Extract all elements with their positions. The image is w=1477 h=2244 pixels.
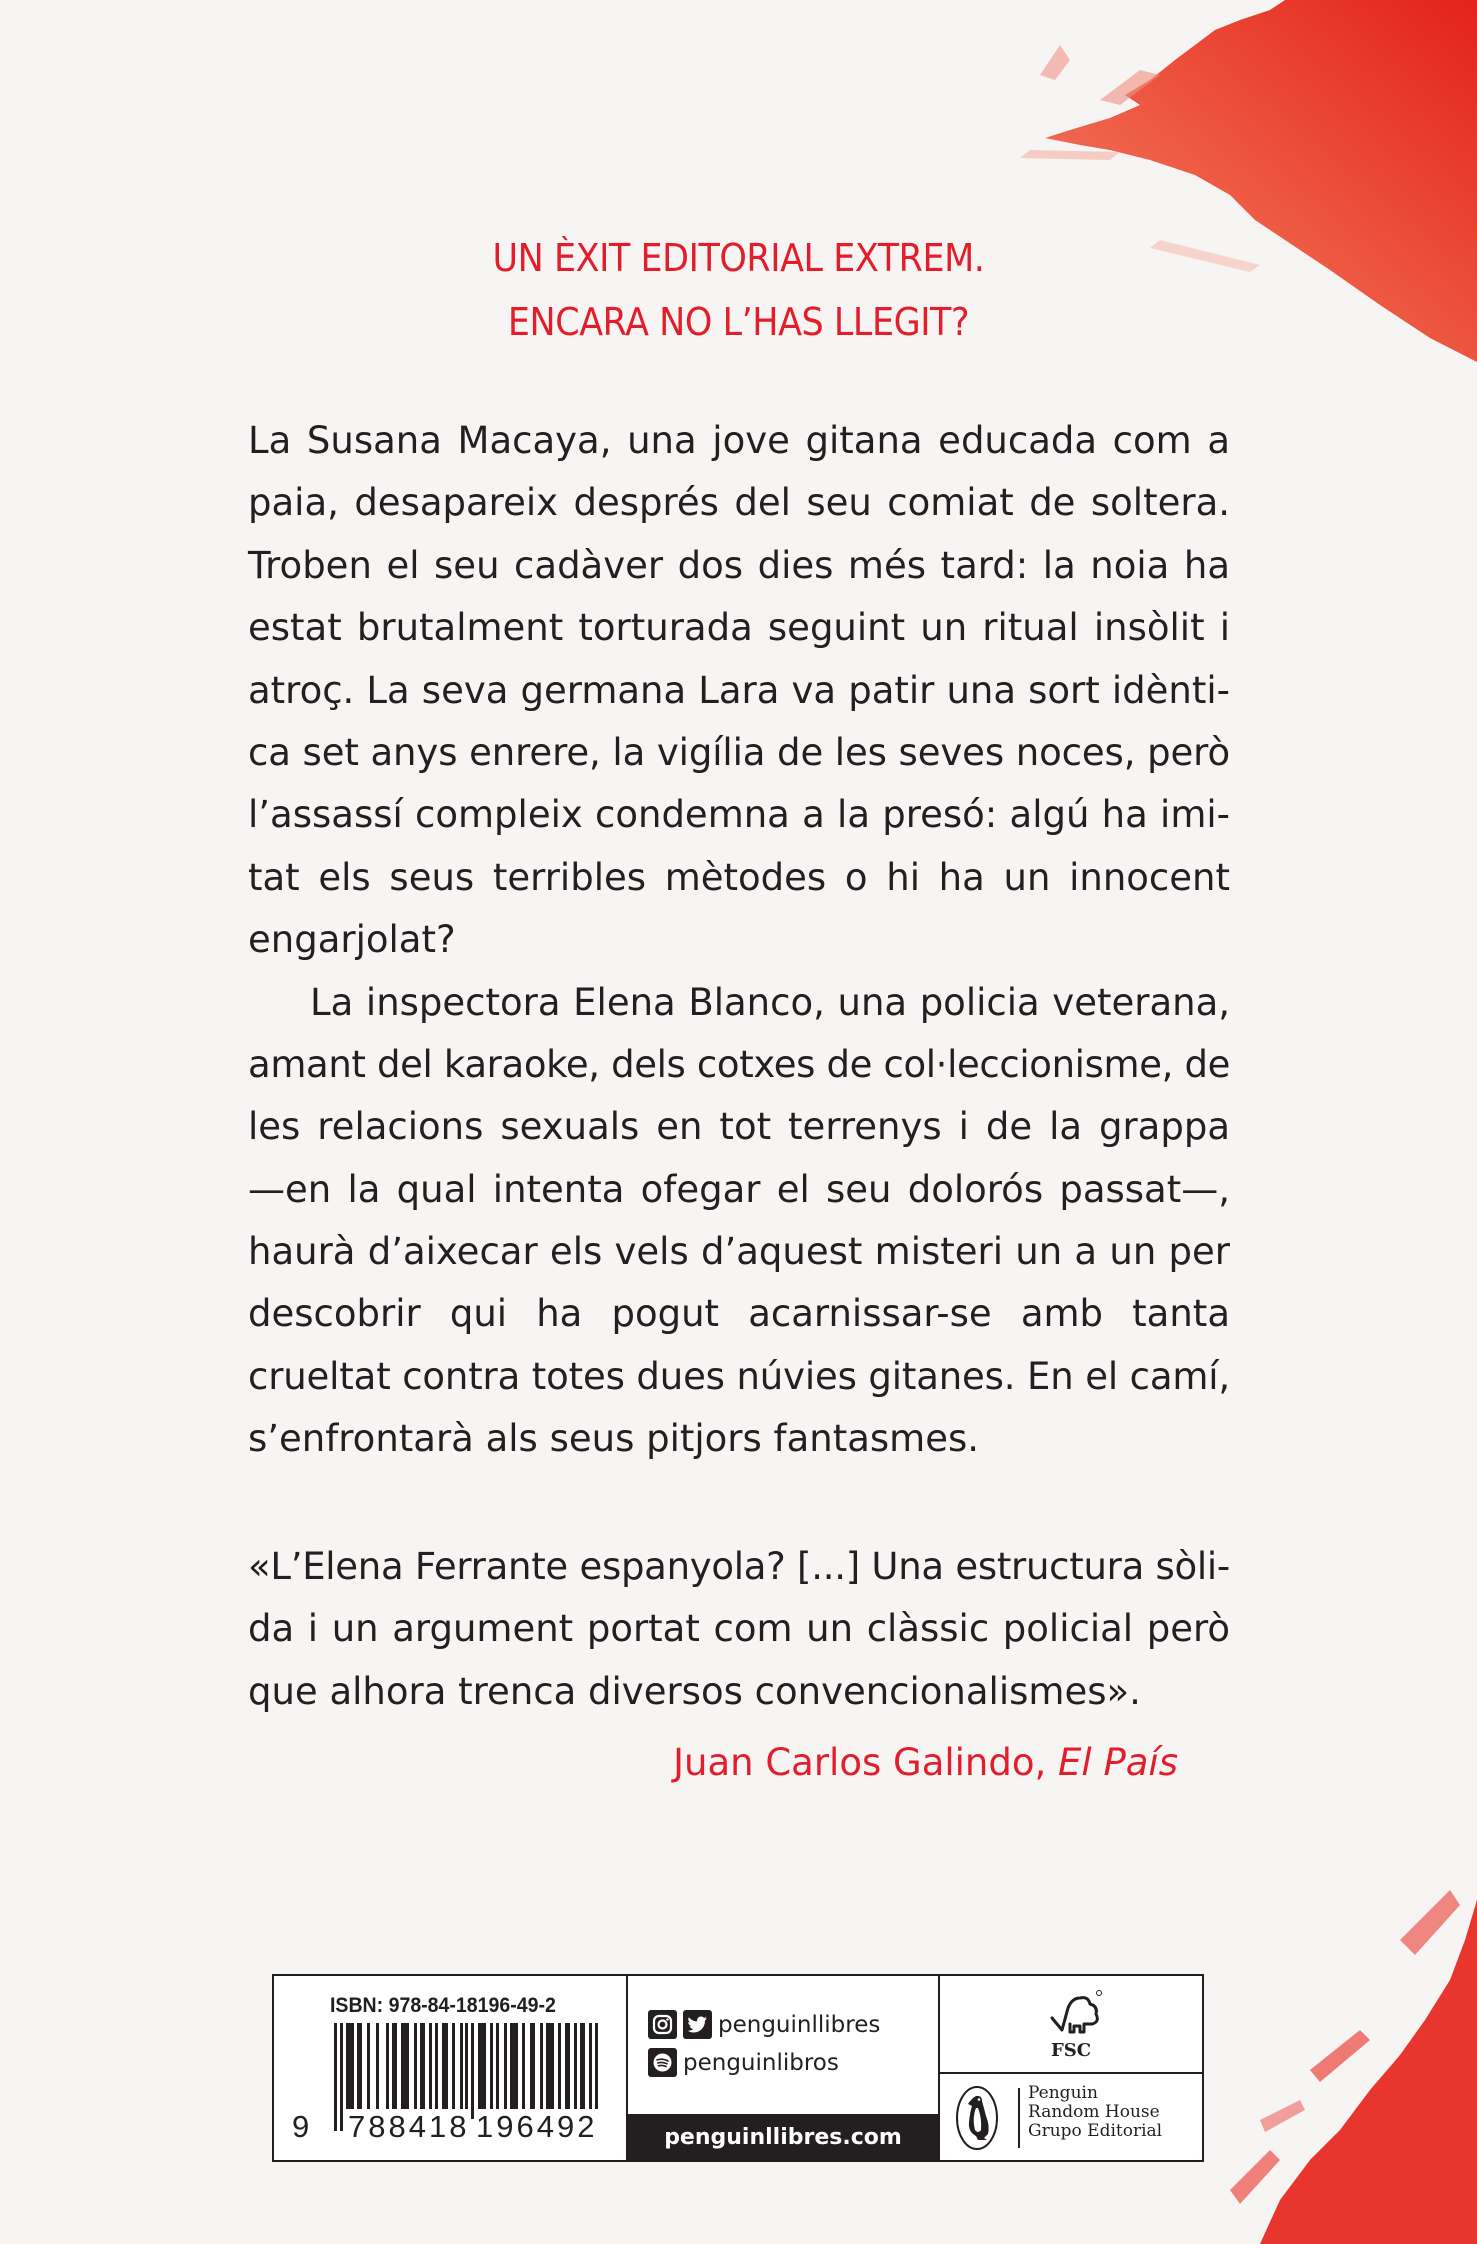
synopsis-line: amant del karaoke, dels cotxes de col·leccionisme, de xyxy=(248,1042,1230,1086)
quote-line: da i un argument portat com un clàssic policial però xyxy=(248,1607,1230,1651)
fsc-label: FSC xyxy=(1050,2040,1092,2061)
fsc-tree-icon xyxy=(1048,1988,1104,2040)
synopsis-line: engarjolat? xyxy=(248,918,456,962)
back-cover-info-box xyxy=(272,1974,1204,2162)
barcode-digits xyxy=(292,2109,602,2149)
quote-line: «L’Elena Ferrante espanyola? [...] Una estructura sòli- xyxy=(248,1545,1230,1588)
isbn-label: ISBN: 978-84-18196-49-2 xyxy=(330,1994,556,2017)
social-handle-penguinlibros: penguinlibros xyxy=(683,2049,839,2076)
synopsis-line: descobrir qui ha pogut acarnissar-se amb tanta xyxy=(248,1292,1230,1336)
synopsis-line: tat els seus terribles mètodes o hi ha un innocent xyxy=(248,855,1230,899)
logos-panel xyxy=(940,1976,1202,2160)
barcode-digit-group-1: 788418 xyxy=(348,2109,470,2144)
synopsis-line: haurà d’aixecar els vels d’aquest misteri un a un per xyxy=(248,1230,1230,1274)
social-handle-penguinllibres: penguinllibres xyxy=(718,2011,881,2038)
headline-line-2: ENCARA NO L’HAS LLEGIT? xyxy=(507,300,970,344)
publisher-line-1: Penguin xyxy=(1028,2083,1098,2103)
synopsis xyxy=(248,410,1230,1471)
synopsis-line: crueltat contra totes dues núvies gitanes. En el camí, xyxy=(248,1354,1230,1398)
publisher-divider xyxy=(1018,2088,1020,2148)
fsc-cell xyxy=(940,1976,1202,2074)
review-quote xyxy=(248,1536,1230,1723)
review-publication: El País xyxy=(1058,1741,1178,1784)
spotify-icon xyxy=(648,2048,677,2077)
social-row-spotify[interactable] xyxy=(648,2048,839,2077)
headline-line-1: UN ÈXIT EDITORIAL EXTREM. xyxy=(492,236,985,280)
synopsis-line: estat brutalment torturada seguint un ritual insòlit i xyxy=(248,606,1230,650)
instagram-icon xyxy=(648,2010,677,2039)
barcode-panel xyxy=(274,1976,628,2160)
synopsis-line: les relacions sexuals en tot terrenys i de la grappa xyxy=(248,1105,1230,1149)
red-brush-stroke-bottom xyxy=(1200,1860,1477,2244)
review-attribution xyxy=(648,1738,1178,1788)
social-panel xyxy=(628,1976,940,2160)
barcode-digit-group-2: 196492 xyxy=(476,2109,598,2144)
twitter-icon xyxy=(683,2010,712,2039)
synopsis-line: atroç. La seva germana Lara va patir una sort idènti- xyxy=(248,668,1230,712)
publisher-cell xyxy=(940,2074,1202,2160)
headline xyxy=(59,226,1418,354)
synopsis-line: paia, desapareix després del seu comiat de soltera. xyxy=(248,481,1230,525)
publisher-line-2: Random House xyxy=(1028,2102,1160,2122)
synopsis-line: —en la qual intenta ofegar el seu dolorós passat—, xyxy=(248,1167,1230,1211)
review-author: Juan Carlos Galindo, xyxy=(673,1741,1047,1784)
synopsis-line: Troben el seu cadàver dos dies més tard: la noia ha xyxy=(248,543,1230,587)
publisher-name xyxy=(1028,2084,1162,2141)
synopsis-line: ca set anys enrere, la vigília de les seves noces, però xyxy=(248,730,1230,774)
social-row-instagram-twitter[interactable] xyxy=(648,2010,880,2039)
synopsis-line: La inspectora Elena Blanco, una policia veterana, xyxy=(310,980,1230,1024)
synopsis-line: La Susana Macaya, una jove gitana educada com a xyxy=(248,419,1230,462)
quote-line: que alhora trenca diversos convencionalismes». xyxy=(248,1669,1141,1713)
synopsis-line: l’assassí compleix condemna a la presó: algú ha imi- xyxy=(248,793,1230,837)
website-link[interactable]: penguinllibres.com xyxy=(628,2114,938,2160)
synopsis-line: s’enfrontarà als seus pitjors fantasmes. xyxy=(248,1417,980,1461)
publisher-line-3: Grupo Editorial xyxy=(1028,2121,1163,2141)
barcode-first-digit: 9 xyxy=(292,2109,310,2144)
penguin-logo-icon xyxy=(954,2084,1000,2152)
